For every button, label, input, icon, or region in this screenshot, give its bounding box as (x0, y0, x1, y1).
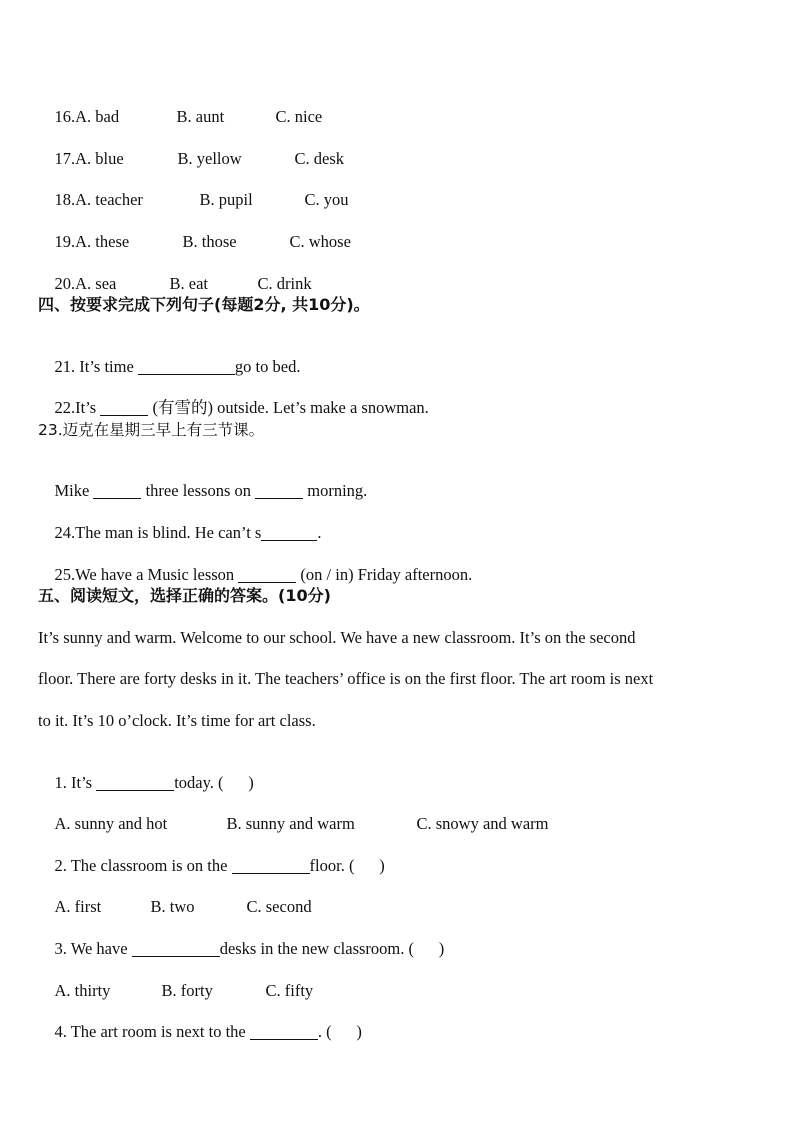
option-c: C. drink (257, 274, 312, 293)
question-23-prompt: 23.迈克在星期三早上有三节课。 (38, 421, 265, 439)
question-25: 25.We have a Music lesson (on / in) Friday afternoon. (54, 565, 473, 584)
option-c: C. fifty (265, 981, 314, 1000)
option-c: C. you (304, 190, 349, 209)
reading-question-1: 1. It’s today. ( ) (54, 773, 254, 792)
option-c: C. desk (294, 149, 344, 168)
answer-blank[interactable] (93, 482, 141, 499)
section-5-heading: 五、阅读短文，选择正确的答案。(10分) (38, 586, 331, 605)
option-b: B. yellow (177, 149, 242, 168)
reading-question-2: 2. The classroom is on the floor. ( ) (54, 856, 385, 875)
answer-blank[interactable] (132, 940, 220, 957)
question-22: 22.It’s (有雪的) outside. Let’s make a snowman. (54, 398, 429, 417)
question-number: 18.A. teacher (54, 190, 143, 209)
passage-line-3: to it. It’s 10 o’clock. It’s time for art class. (38, 711, 316, 730)
question-21: 21. It’s time go to bed. (54, 357, 301, 376)
option-b: B. eat (169, 274, 208, 293)
reading-question-3: 3. We have desks in the new classroom. ( ) (54, 939, 445, 958)
passage-line-1: It’s sunny and warm. Welcome to our school. We have a new classroom. It’s on the second (38, 628, 636, 647)
reading-question-4: 4. The art room is next to the . ( ) (54, 1022, 362, 1041)
question-24: 24.The man is blind. He can’t s . (54, 523, 322, 542)
question-number: 16.A. bad (54, 107, 120, 126)
option-c: C. snowy and warm (416, 814, 549, 833)
option-b: B. those (182, 232, 237, 251)
option-b: B. aunt (176, 107, 225, 126)
option-b: B. pupil (199, 190, 253, 209)
section-4-heading: 四、按要求完成下列句子(每题2分, 共10分)。 (38, 295, 370, 314)
answer-blank[interactable] (255, 482, 303, 499)
option-a: A. sunny and hot (54, 814, 168, 833)
option-c: C. second (246, 897, 312, 916)
answer-blank[interactable] (96, 774, 174, 791)
option-a: A. thirty (54, 981, 111, 1000)
question-23: Mike three lessons on morning. (54, 481, 368, 500)
answer-blank[interactable] (261, 524, 317, 541)
option-b: B. forty (161, 981, 213, 1000)
question-number: 17.A. blue (54, 149, 124, 168)
option-b: B. two (150, 897, 195, 916)
answer-blank[interactable] (250, 1023, 318, 1040)
answer-blank[interactable] (100, 399, 148, 416)
option-c: C. nice (275, 107, 323, 126)
answer-blank[interactable] (232, 857, 310, 874)
option-b: B. sunny and warm (226, 814, 355, 833)
option-c: C. whose (289, 232, 351, 251)
option-a: A. first (54, 897, 102, 916)
answer-blank[interactable] (238, 566, 296, 583)
passage-line-2: floor. There are forty desks in it. The teachers’ office is on the first floor. The art room is next (38, 669, 654, 688)
question-number: 19.A. these (54, 232, 130, 251)
question-number: 20.A. sea (54, 274, 117, 293)
answer-blank[interactable] (138, 358, 235, 375)
